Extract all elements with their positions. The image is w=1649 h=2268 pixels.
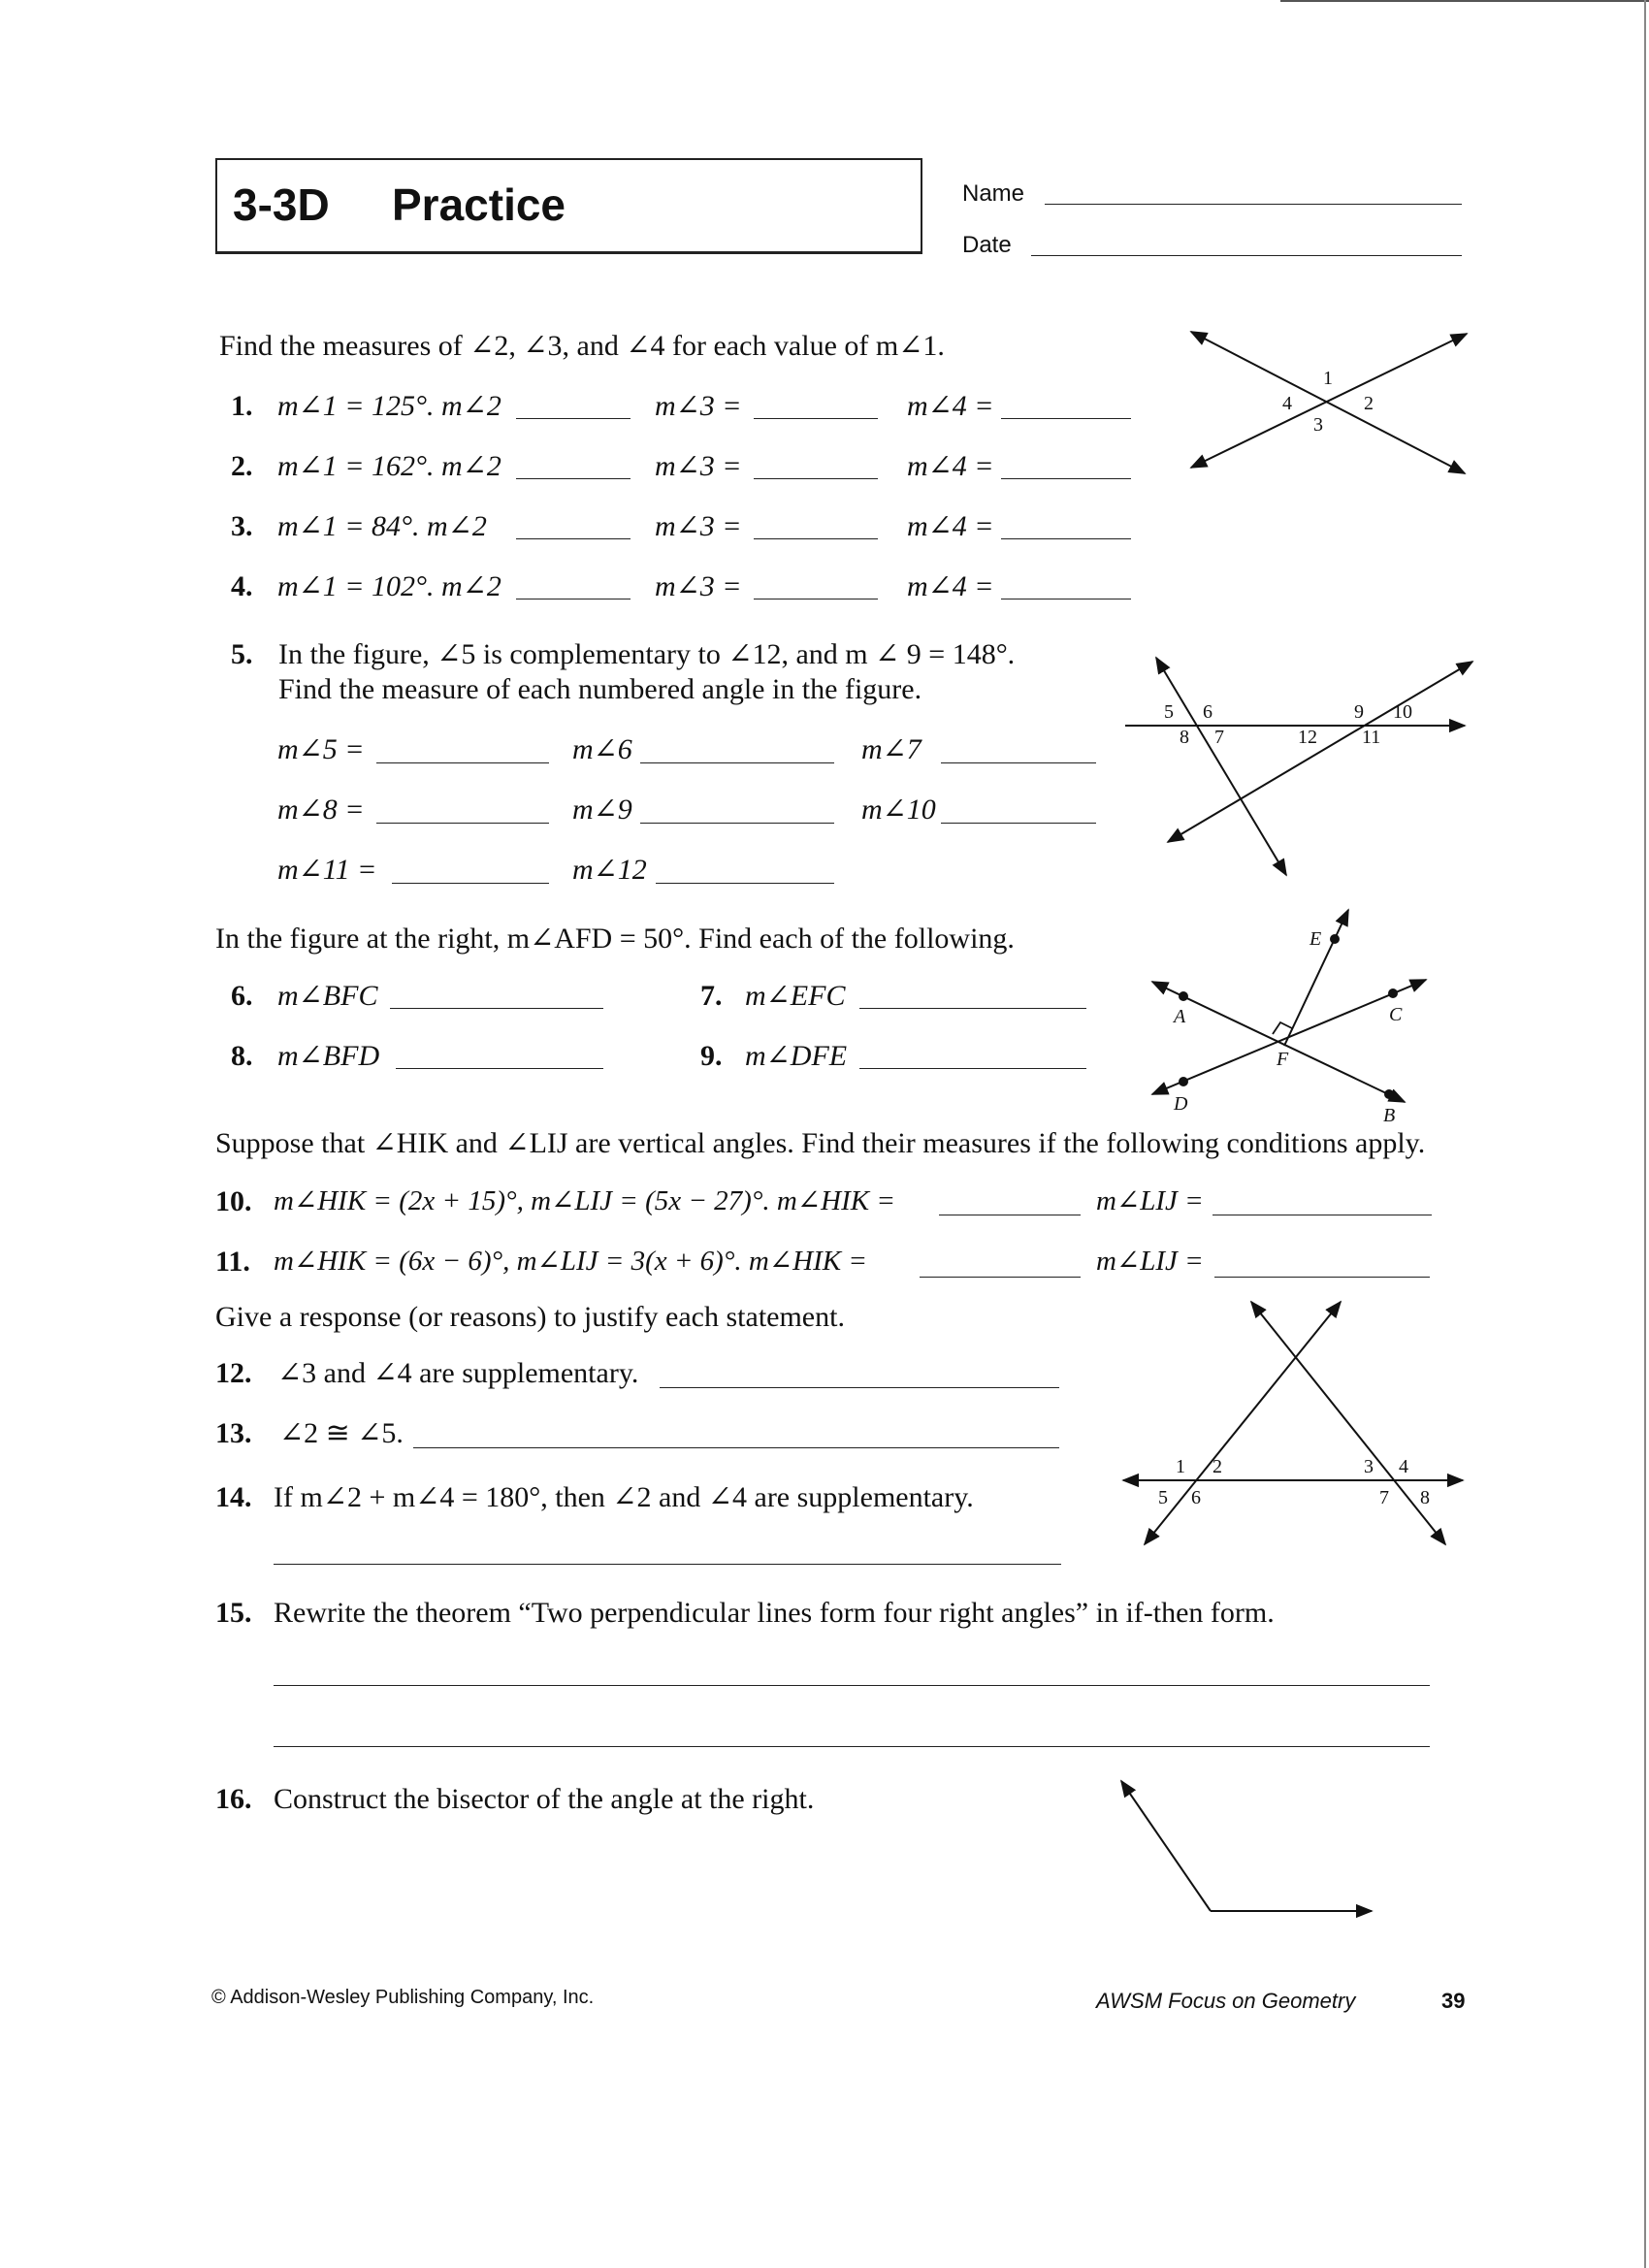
- statement-text: ∠3 and ∠4 are supplementary.: [277, 1357, 639, 1389]
- item5-line2: Find the measure of each numbered angle in the figure.: [278, 673, 922, 705]
- angle-field-label: m∠EFC: [745, 980, 846, 1012]
- answer-blank[interactable]: [941, 762, 1096, 763]
- lesson-code: 3-3D: [233, 179, 330, 230]
- angle-label-4: 4: [1282, 393, 1292, 414]
- date-field[interactable]: [1031, 255, 1462, 256]
- point-B: [1384, 1089, 1394, 1099]
- item-number: 13.: [215, 1417, 252, 1449]
- answer-blank[interactable]: [859, 1008, 1086, 1009]
- point-D: [1179, 1077, 1188, 1086]
- statement-text: If m∠2 + m∠4 = 180°, then ∠2 and ∠4 are supplementary.: [274, 1481, 974, 1513]
- angle-label-8: 8: [1420, 1487, 1430, 1508]
- answer-blank[interactable]: [390, 1008, 603, 1009]
- point-label-E: E: [1310, 928, 1322, 950]
- answer-blank[interactable]: [1001, 538, 1131, 539]
- section5-instruction: Give a response (or reasons) to justify each statement.: [215, 1301, 845, 1333]
- right-angle-mark: [1273, 1022, 1292, 1034]
- answer-blank[interactable]: [392, 883, 549, 884]
- point-E: [1330, 934, 1340, 944]
- angle-label-1: 1: [1176, 1456, 1185, 1477]
- angle-field-label: m∠DFE: [745, 1040, 848, 1072]
- angle-field-label: m∠7: [861, 733, 922, 765]
- answer-line[interactable]: [274, 1746, 1430, 1747]
- theorem-prompt: Rewrite the theorem “Two perpendicular lines form four right angles” in if-then form.: [274, 1597, 1275, 1629]
- angle-label-10: 10: [1393, 701, 1412, 723]
- book-title: AWSM Focus on Geometry: [1096, 1989, 1356, 2013]
- item-number: 4.: [231, 570, 253, 602]
- angle-label-11: 11: [1362, 727, 1381, 748]
- item-number: 7.: [700, 980, 723, 1012]
- answer-blank[interactable]: [754, 538, 878, 539]
- point-label-F: F: [1277, 1049, 1289, 1070]
- item5-line1: In the figure, ∠5 is complementary to ∠12, and m ∠ 9 = 148°.: [278, 638, 1016, 670]
- answer-blank[interactable]: [660, 1387, 1059, 1388]
- answer-blank[interactable]: [1001, 478, 1131, 479]
- item-number: 5.: [231, 638, 253, 670]
- item-m3: m∠3 =: [655, 390, 742, 422]
- angle-label-3: 3: [1313, 414, 1323, 436]
- item-equation: m∠HIK = (2x + 15)°, m∠LIJ = (5x − 27)°. m∠HIK =: [274, 1185, 895, 1216]
- angle-label-12: 12: [1298, 727, 1317, 748]
- point-label-D: D: [1174, 1093, 1188, 1115]
- item-given: m∠1 = 84°. m∠2: [277, 510, 487, 542]
- answer-blank[interactable]: [640, 823, 834, 824]
- angle-field-label: m∠10: [861, 794, 936, 826]
- scan-edge-line: [1644, 0, 1646, 2268]
- angle-label-7: 7: [1379, 1487, 1389, 1508]
- date-label: Date: [962, 232, 1012, 258]
- line-a: [1191, 332, 1465, 473]
- perpendicular-figure: [1145, 902, 1436, 1125]
- item-m4: m∠4 =: [907, 450, 994, 482]
- angle-label-1: 1: [1323, 368, 1333, 389]
- angle-ray-upper: [1121, 1781, 1211, 1911]
- statement-text: ∠2 ≅ ∠5.: [279, 1417, 404, 1449]
- angle-to-bisect-figure: [1116, 1775, 1387, 1940]
- angle-field-label: m∠BFC: [277, 980, 378, 1012]
- answer-blank[interactable]: [754, 418, 878, 419]
- item-number: 11.: [215, 1246, 250, 1278]
- angle-label-8: 8: [1180, 727, 1189, 748]
- answer-blank[interactable]: [1001, 418, 1131, 419]
- answer-blank[interactable]: [396, 1068, 603, 1069]
- item-number: 6.: [231, 980, 253, 1012]
- angle-field-label: m∠5 =: [277, 733, 365, 765]
- item-number: 9.: [700, 1040, 723, 1072]
- steep-line: [1156, 658, 1286, 875]
- item-given: m∠1 = 162°. m∠2: [277, 450, 501, 482]
- answer-blank[interactable]: [1214, 1277, 1430, 1278]
- item-m3: m∠3 =: [655, 510, 742, 542]
- angle-field-label: m∠BFD: [277, 1040, 380, 1072]
- right-line: [1251, 1302, 1445, 1544]
- point-A: [1179, 991, 1188, 1001]
- copyright-notice: © Addison-Wesley Publishing Company, Inc.: [211, 1987, 595, 2008]
- item-number: 10.: [215, 1185, 252, 1217]
- item-m4: m∠4 =: [907, 510, 994, 542]
- item-second-label: m∠LIJ =: [1096, 1185, 1204, 1216]
- answer-blank[interactable]: [640, 762, 834, 763]
- intersecting-lines-figure: [1183, 320, 1474, 485]
- item-m4: m∠4 =: [907, 390, 994, 422]
- answer-blank[interactable]: [376, 823, 549, 824]
- angle-label-3: 3: [1364, 1456, 1374, 1477]
- angle-label-2: 2: [1212, 1456, 1222, 1477]
- angle-label-4: 4: [1399, 1456, 1408, 1477]
- point-label-B: B: [1383, 1105, 1396, 1126]
- angle-field-label: m∠9: [572, 794, 632, 826]
- item-m4: m∠4 =: [907, 570, 994, 602]
- answer-blank[interactable]: [413, 1447, 1059, 1448]
- angle-label-5: 5: [1158, 1487, 1168, 1508]
- angle-field-label: m∠11 =: [277, 854, 377, 886]
- item-number: 8.: [231, 1040, 253, 1072]
- scan-edge-line: [1280, 0, 1649, 2]
- answer-blank[interactable]: [516, 418, 630, 419]
- section4-instruction: Suppose that ∠HIK and ∠LIJ are vertical angles. Find their measures if the following conditions apply.: [215, 1127, 1426, 1159]
- answer-blank[interactable]: [941, 823, 1096, 824]
- transversal-figure-1: [1125, 650, 1474, 883]
- answer-blank[interactable]: [516, 478, 630, 479]
- answer-blank[interactable]: [859, 1068, 1086, 1069]
- name-label: Name: [962, 180, 1025, 207]
- item-m3: m∠3 =: [655, 450, 742, 482]
- item-equation: m∠HIK = (6x − 6)°, m∠LIJ = 3(x + 6)°. m∠HIK =: [274, 1246, 867, 1277]
- angle-field-label: m∠6: [572, 733, 632, 765]
- item-given: m∠1 = 102°. m∠2: [277, 570, 501, 602]
- answer-blank[interactable]: [376, 762, 549, 763]
- answer-blank[interactable]: [920, 1277, 1081, 1278]
- item-number: 16.: [215, 1783, 252, 1815]
- item-number: 12.: [215, 1357, 252, 1389]
- section1-instruction: Find the measures of ∠2, ∠3, and ∠4 for each value of m∠1.: [219, 330, 945, 362]
- triangle-transversal-figure: [1116, 1290, 1474, 1552]
- item-second-label: m∠LIJ =: [1096, 1246, 1204, 1277]
- item-number: 1.: [231, 390, 253, 422]
- angle-label-6: 6: [1191, 1487, 1201, 1508]
- page-number: 39: [1441, 1989, 1466, 2013]
- angle-label-9: 9: [1354, 701, 1364, 723]
- angle-field-label: m∠12: [572, 854, 647, 886]
- angle-label-7: 7: [1214, 727, 1224, 748]
- answer-blank[interactable]: [274, 1564, 1061, 1565]
- point-C: [1388, 988, 1398, 998]
- answer-blank[interactable]: [656, 883, 834, 884]
- answer-blank[interactable]: [516, 538, 630, 539]
- name-field[interactable]: [1045, 204, 1462, 205]
- answer-blank[interactable]: [754, 478, 878, 479]
- section3-instruction: In the figure at the right, m∠AFD = 50°. Find each of the following.: [215, 923, 1015, 955]
- angle-label-5: 5: [1164, 701, 1174, 723]
- angle-field-label: m∠8 =: [277, 794, 365, 826]
- angle-label-2: 2: [1364, 393, 1374, 414]
- item-m3: m∠3 =: [655, 570, 742, 602]
- item-number: 14.: [215, 1481, 252, 1513]
- construct-prompt: Construct the bisector of the angle at the right.: [274, 1783, 815, 1815]
- angle-label-6: 6: [1203, 701, 1212, 723]
- item-number: 15.: [215, 1597, 252, 1629]
- item-number: 2.: [231, 450, 253, 482]
- point-label-A: A: [1174, 1006, 1186, 1027]
- answer-line[interactable]: [274, 1685, 1430, 1686]
- item-given: m∠1 = 125°. m∠2: [277, 390, 501, 422]
- point-label-C: C: [1389, 1004, 1403, 1025]
- item-number: 3.: [231, 510, 253, 542]
- left-line: [1145, 1302, 1341, 1544]
- page-title: Practice: [392, 179, 566, 230]
